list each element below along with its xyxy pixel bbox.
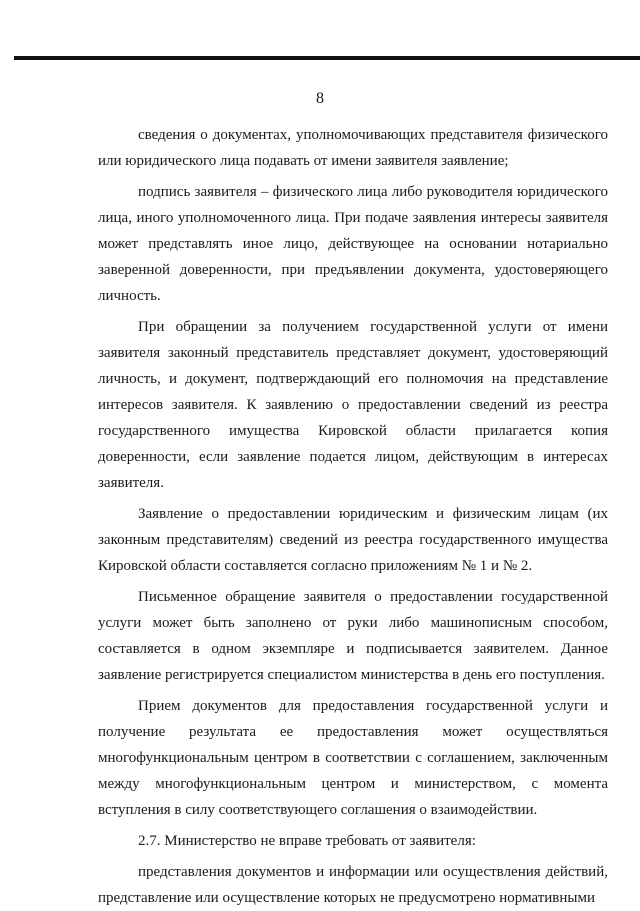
paragraph-legal-representative: При обращении за получением государственной услуги от имени заявителя законный представитель представляет документ, удостоверяющий личность, и документ, подтверждающий его полномочия на представление интересов заявителя. К заявлению о предоставлении сведений из реестра государственного имущества Кировской области прилагается копия доверенности, если заявление подается лицом, действующим в интересах заявителя.: [98, 319, 608, 491]
document-body: [98, 122, 608, 911]
paragraph-application-form: Заявление о предоставлении юридическим и физическим лицам (их законным представителям) сведений из реестра государственного имущества Кировской области составляется согласно приложениям № 1 и № 2.: [98, 506, 608, 574]
paragraph-written-request: Письменное обращение заявителя о предоставлении государственной услуги может быть заполнено от руки либо машинописным способом, составляется в одном экземпляре и подписывается заявителем. Данное заявление регистрируется специалистом министерства в день его поступления.: [98, 589, 608, 683]
paragraph-multifunctional-center: Прием документов для предоставления государственной услуги и получение результата ее предоставления может осуществляться многофункциональным центром в соответствии с соглашением, заключенным между многофункциональным центром и министерством, с момента вступления в силу соответствующего соглашения о взаимодействии.: [98, 698, 608, 818]
paragraph-documents-not-required: представления документов и информации или осуществления действий, представление или осуществление которых не предусмотрено нормативными: [98, 864, 608, 906]
paragraph-section-2-7: 2.7. Министерство не вправе требовать от заявителя:: [138, 833, 476, 849]
top-border-line: [14, 56, 640, 60]
paragraph-authority-documents: сведения о документах, уполномочивающих представителя физического или юридического лица подавать от имени заявителя заявление;: [98, 127, 608, 169]
page-number: 8: [316, 90, 324, 107]
paragraph-applicant-signature: подпись заявителя – физического лица либо руководителя юридического лица, иного уполномоченного лица. При подаче заявления интересы заявителя может представлять иное лицо, действующее на основании нотариально заверенной доверенности, при предъявлении документа, удостоверяющего личность.: [98, 184, 608, 304]
